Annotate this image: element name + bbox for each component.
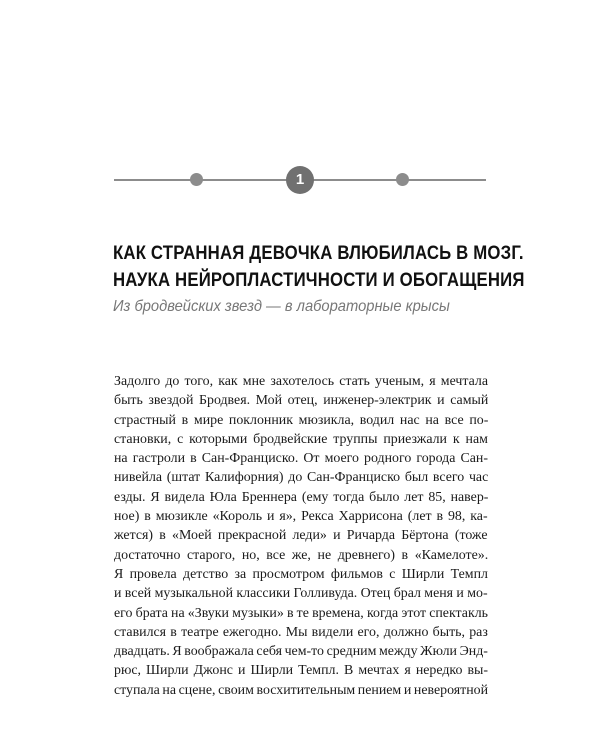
body-line: двадцать. Я воображала себя чем-то средним между Жюли Энд- bbox=[114, 644, 488, 660]
body-line: и всей музыкальной классики Голливуда. Отец брал меня и мо- bbox=[114, 586, 488, 602]
divider-dot-left bbox=[190, 173, 203, 186]
body-line: ступала на сцене, своим восхитительным пением и невероятной bbox=[114, 682, 488, 698]
chapter-divider bbox=[0, 0, 600, 200]
divider-dot-right bbox=[396, 173, 409, 186]
body-paragraph bbox=[114, 372, 488, 700]
divider-line-right bbox=[302, 179, 486, 181]
body-line: Я провела детство за просмотром фильмов с Ширли Темпл bbox=[114, 566, 488, 582]
body-line: ставился в театре ежегодно. Мы видели его, должно быть, раз bbox=[114, 624, 488, 640]
chapter-title bbox=[113, 240, 525, 294]
body-line: страстный в мире поклонник мюзикла, водил нас на все по- bbox=[114, 412, 488, 428]
body-line: ное) в мюзикле «Король и я», Рекса Харрисона (лет в 98, ка- bbox=[114, 509, 488, 525]
chapter-subtitle: Из бродвейских звезд — в лабораторные крысы bbox=[113, 298, 450, 315]
body-line: достаточно старого, но, все же, не древнего) в «Камелоте». bbox=[114, 547, 488, 563]
body-line: нивейла (штат Калифорния) до Сан-Франциско был всего час bbox=[114, 470, 488, 486]
body-line: жется) в «Моей прекрасной леди» и Ричарда Бёртона (тоже bbox=[114, 528, 488, 544]
body-line: Задолго до того, как мне захотелось стать ученым, я мечтала bbox=[114, 374, 488, 389]
chapter-title-line-1: КАК СТРАННАЯ ДЕВОЧКА ВЛЮБИЛАСЬ В МОЗГ. bbox=[113, 242, 524, 264]
body-line: становки, с которыми бродвейские труппы приезжали к нам bbox=[114, 431, 488, 447]
chapter-title-line-2: НАУКА НЕЙРОПЛАСТИЧНОСТИ И ОБОГАЩЕНИЯ bbox=[113, 269, 525, 291]
body-line: быть звездой Бродвея. Мой отец, инженер-электрик и самый bbox=[114, 393, 488, 409]
body-line: езды. Я видела Юла Бреннера (ему тогда было лет 85, навер- bbox=[114, 489, 488, 505]
body-line: рюс, Ширли Джонс и Ширли Темпл. В мечтах я нередко вы- bbox=[114, 663, 488, 679]
body-line: на гастроли в Сан-Франциско. От моего родного города Сан- bbox=[114, 451, 488, 467]
divider-line-left bbox=[114, 179, 298, 181]
body-line: его брата на «Звуки музыки» в те времена, когда этот спектакль bbox=[114, 605, 488, 621]
chapter-number-badge: 1 bbox=[286, 166, 314, 194]
